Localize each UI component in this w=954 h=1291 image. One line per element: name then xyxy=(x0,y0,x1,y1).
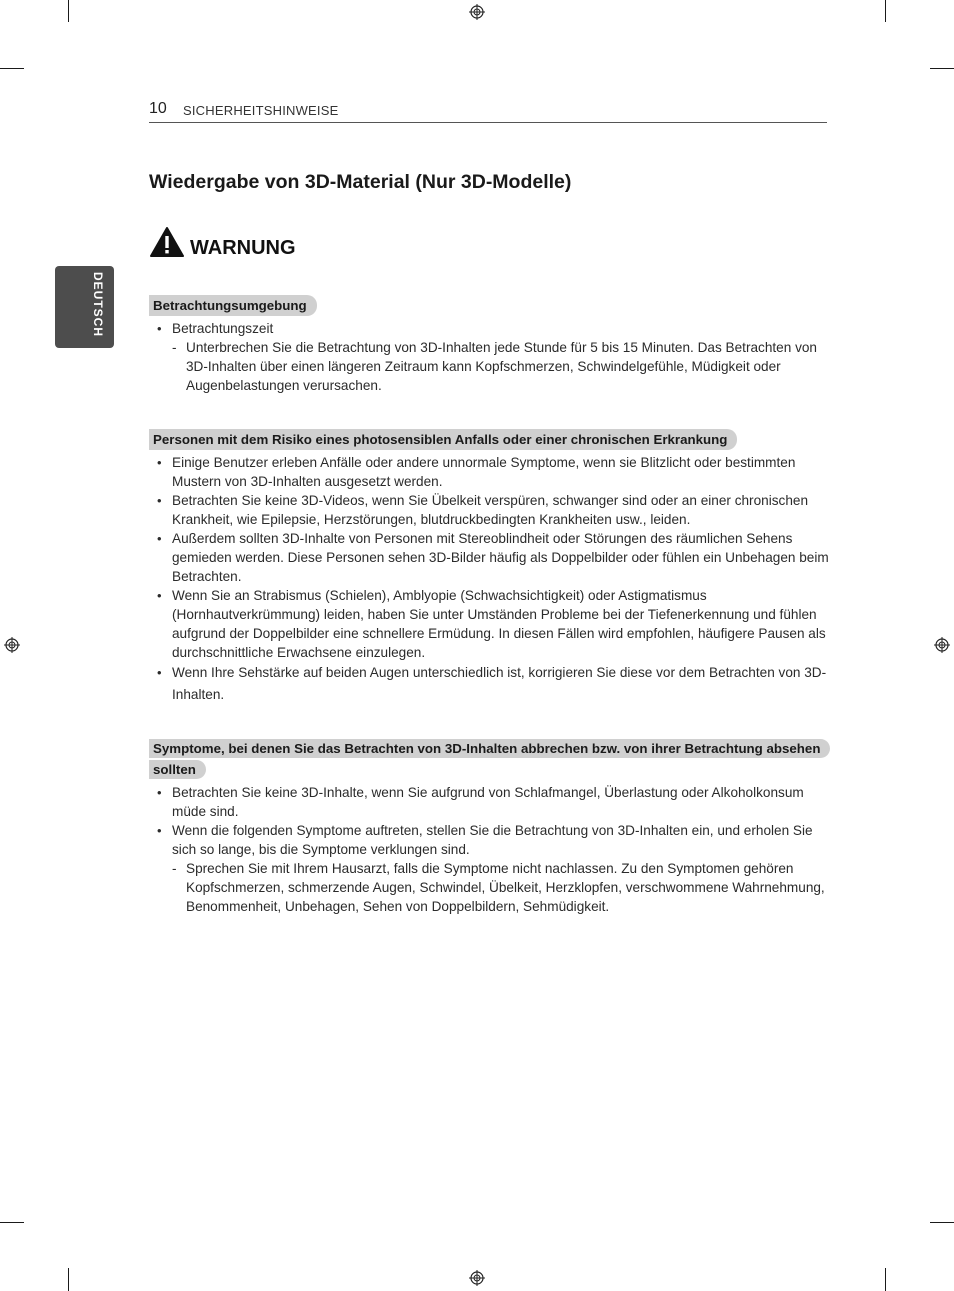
section-viewing-environment xyxy=(149,295,829,395)
section-heading: Symptome, bei denen Sie das Betrachten von 3D-Inhalten abbrechen bzw. von ihrer Betrachtung absehen sollten xyxy=(149,739,830,779)
bullet-list xyxy=(149,453,829,706)
page-header xyxy=(149,100,827,123)
crop-mark xyxy=(930,68,954,69)
section-heading-wrap xyxy=(149,738,829,780)
list-item: • Außerdem sollten 3D-Inhalte von Personen mit Stereoblindheit oder Störungen des räumlichen Sehens gemieden werden. Diese Personen sehen 3D-Bilder häufig als Doppelbilder oder fühlen ein Unbehagen beim Betrachten. xyxy=(149,529,829,586)
list-item xyxy=(149,319,829,395)
list-item: • Wenn Sie an Strabismus (Schielen), Amblyopie (Schwachsichtigkeit) oder Astigmatismus (Hornhautverkrümmung) leiden, haben Sie unter Umständen Probleme bei der Tiefenerkennung und fühlen aufgrund der Doppelbilder eine schnellere Ermüdung. In diesen Fällen wird empfohlen, häufigere Pausen als durchschnittliche Erwachsene einzulegen. xyxy=(149,586,829,662)
section-heading: Personen mit dem Risiko eines photosensiblen Anfalls oder einer chronischen Erkrankung xyxy=(149,429,737,450)
crop-mark xyxy=(885,0,886,22)
warning-triangle-icon xyxy=(149,226,185,258)
registration-mark-icon xyxy=(469,1270,485,1286)
registration-mark-icon xyxy=(934,637,950,653)
sub-list-item: - Sprechen Sie mit Ihrem Hausarzt, falls die Symptome nicht nachlassen. Zu den Symptomen gehören Kopfschmerzen, schmerzende Augen, Schwindel, Übelkeit, Herzklopfen, verschwommene Wahrnehmung, Benommenheit, Unbehagen, Sehen von Doppelbildern, Sehmüdigkeit. xyxy=(172,859,829,916)
list-item xyxy=(149,821,829,916)
bullet-list xyxy=(149,783,829,916)
section-photosensitive-risk xyxy=(149,429,829,706)
registration-mark-icon xyxy=(4,637,20,653)
list-item: • Wenn Ihre Sehstärke auf beiden Augen unterschiedlich ist, korrigieren Sie diese vor dem Betrachten von 3D-Inhalten. xyxy=(149,662,829,706)
warning-label: WARNUNG xyxy=(190,237,296,259)
language-tab-label: DEUTSCH xyxy=(91,272,105,338)
crop-mark xyxy=(68,1268,69,1291)
list-item: • Betrachten Sie keine 3D-Videos, wenn Sie Übelkeit verspüren, schwanger sind oder an einer chronischen Krankheit, wie Epilepsie, Herzstörungen, blutdruckbedingten Krankheiten usw., leiden. xyxy=(149,491,829,529)
registration-mark-icon xyxy=(469,4,485,20)
section-name: SICHERHEITSHINWEISE xyxy=(183,103,339,118)
page-title: Wiedergabe von 3D-Material (Nur 3D-Modelle) xyxy=(149,171,572,193)
bullet-list xyxy=(149,319,829,395)
sub-list xyxy=(172,859,829,916)
page-number: 10 xyxy=(149,100,167,117)
sub-list xyxy=(172,338,829,395)
list-item-text: Betrachtungszeit xyxy=(172,321,274,336)
crop-mark xyxy=(0,68,24,69)
language-tab xyxy=(55,266,114,348)
list-item-text: Wenn die folgenden Symptome auftreten, stellen Sie die Betrachtung von 3D-Inhalten ein, und erholen Sie sich so lange, bis die Symptome verklungen sind. xyxy=(172,823,813,857)
list-item: • Betrachten Sie keine 3D-Inhalte, wenn Sie aufgrund von Schlafmangel, Überlastung oder Alkoholkonsum müde sind. xyxy=(149,783,829,821)
crop-mark xyxy=(0,1222,24,1223)
sub-list-item: - Unterbrechen Sie die Betrachtung von 3D-Inhalten jede Stunde für 5 bis 15 Minuten. Das Betrachten von 3D-Inhalten über einen längeren Zeitraum kann Kopfschmerzen, Schwindelgefühle, Müdigkeit oder Augenbelastungen verursachen. xyxy=(172,338,829,395)
section-heading: Betrachtungsumgebung xyxy=(149,295,317,316)
section-stop-symptoms xyxy=(149,738,829,916)
document-body xyxy=(149,295,829,916)
list-item: • Einige Benutzer erleben Anfälle oder andere unnormale Symptome, wenn sie Blitzlicht oder bestimmten Mustern von 3D-Inhalten ausgesetzt werden. xyxy=(149,453,829,491)
crop-mark xyxy=(885,1268,886,1291)
crop-mark xyxy=(930,1222,954,1223)
crop-mark xyxy=(68,0,69,22)
